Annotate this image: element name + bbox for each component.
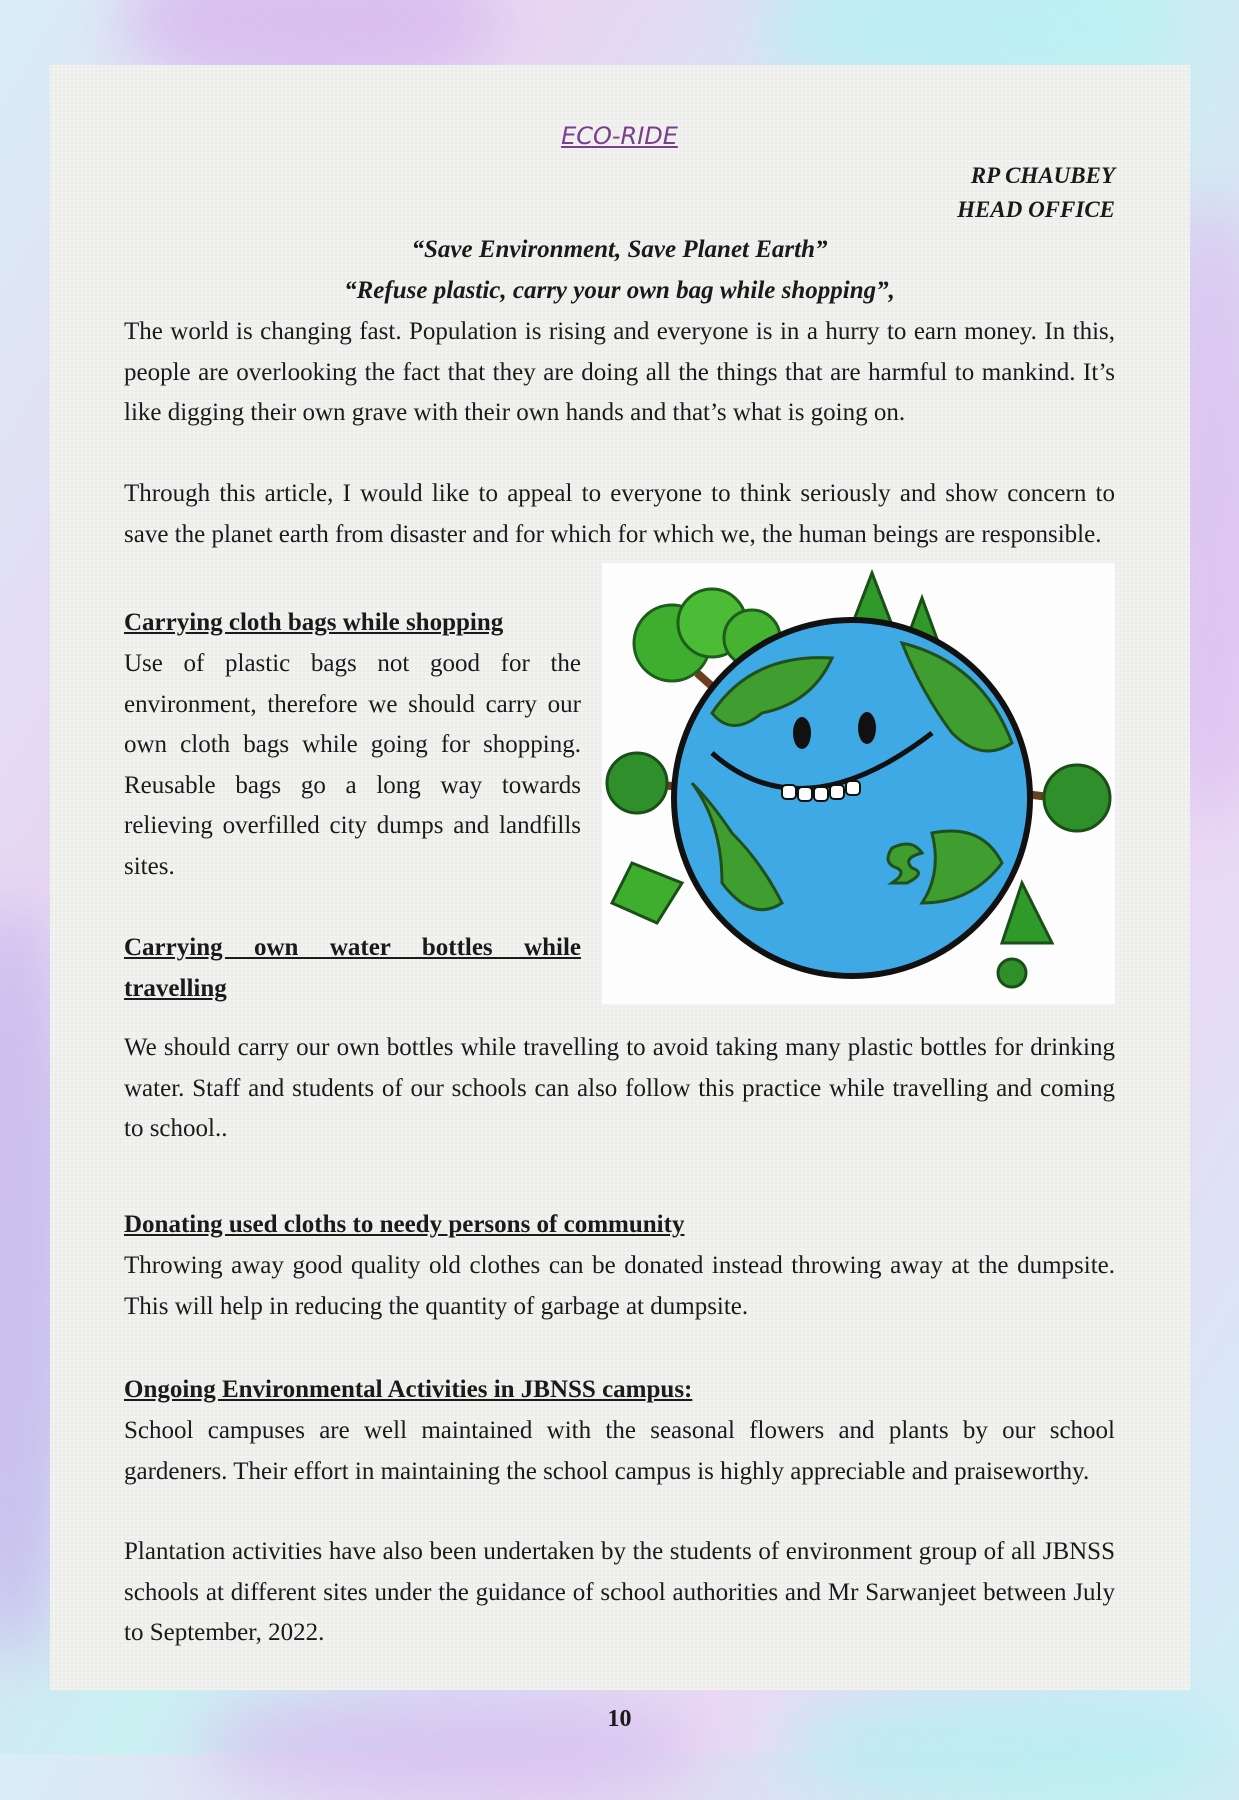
- quote-2: “Refuse plastic, carry your own bag while shopping”,: [344, 277, 895, 304]
- section-text-bottles: We should carry our own bottles while travelling to avoid taking many plastic bottles for drinking water. Staff and students of our schools can also follow this practice while travelling and coming to school..: [124, 1034, 1115, 1142]
- section-heading-bags: Carrying cloth bags while shopping: [124, 609, 504, 636]
- author-name: RP CHAUBEY: [970, 163, 1115, 188]
- earth-illustration: [602, 563, 1115, 1004]
- author-office: HEAD OFFICE: [957, 197, 1115, 222]
- page-number: 10: [607, 1706, 632, 1732]
- quote-1: “Save Environment, Save Planet Earth”: [411, 236, 828, 263]
- smiling-earth-with-trees-icon: [602, 563, 1115, 1004]
- intro-paragraph-1: The world is changing fast. Population is rising and everyone is in a hurry to earn money. In this, people are overlooking the fact that they are doing all the things that are harmful to mankind. It’s like digging their own grave with their own hands and that’s what is going on.: [124, 318, 1115, 426]
- section-heading-campus: Ongoing Environmental Activities in JBNSS campus:: [124, 1376, 693, 1403]
- section-text-campus-1: School campuses are well maintained with the seasonal flowers and plants by our school gardeners. Their effort in maintaining the school campus is highly appreciable and praiseworthy.: [124, 1417, 1115, 1485]
- section-heading-clothes: Donating used cloths to needy persons of community: [124, 1211, 685, 1238]
- section-text-bags: Use of plastic bags not good for the environment, therefore we should carry our own cloth bags while going for shopping. Reusable bags go a long way towards relieving overfilled city dumps and landfills sites.: [124, 650, 581, 880]
- intro-paragraph-2: Through this article, I would like to appeal to everyone to think seriously and show concern to save the planet earth from disaster and for which for which we, the human beings are responsible.: [124, 480, 1115, 548]
- section-heading-bottles: Carrying own water bottles while travelling: [124, 934, 581, 1002]
- section-text-campus-2: Plantation activities have also been undertaken by the students of environment group of all JBNSS schools at different sites under the guidance of school authorities and Mr Sarwanjeet between July to September, 2022.: [124, 1538, 1115, 1646]
- section-text-clothes: Throwing away good quality old clothes can be donated instead throwing away at the dumpsite. This will help in reducing the quantity of garbage at dumpsite.: [124, 1252, 1115, 1320]
- article-title: ECO-RIDE: [561, 122, 678, 150]
